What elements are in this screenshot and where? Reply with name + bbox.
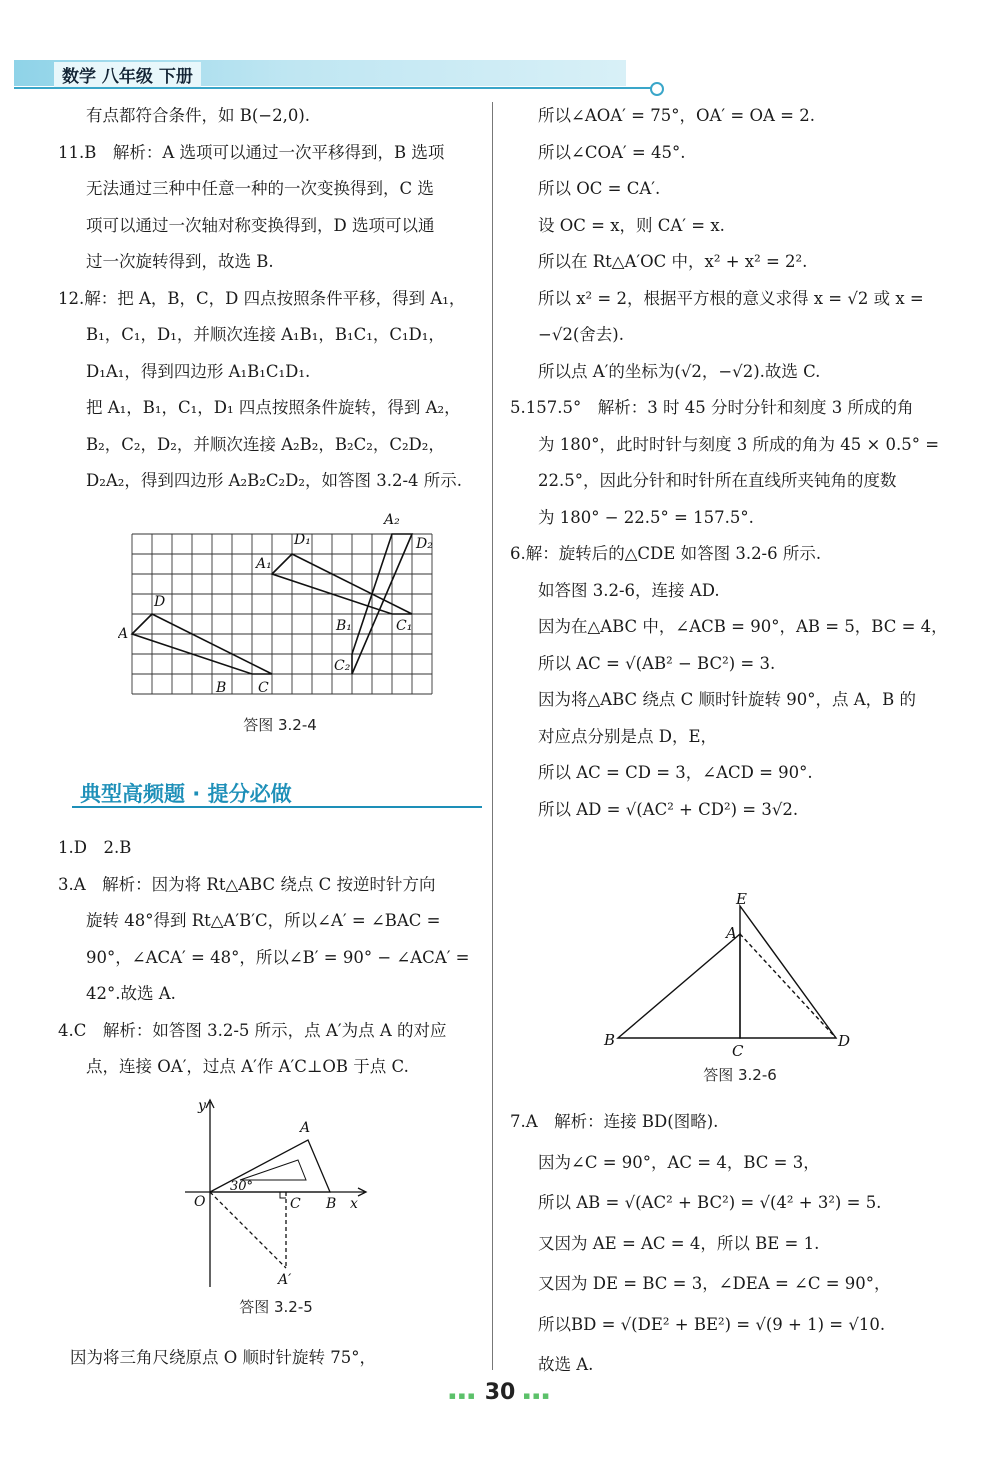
label-D1: D₁ — [294, 532, 311, 548]
label-x: x — [350, 1196, 358, 1212]
text-line: 把 A₁，B₁，C₁，D₁ 四点按照条件旋转，得到 A₂， — [86, 398, 461, 417]
text-line: 所以 AC = CD = 3，∠ACD = 90°. — [538, 763, 813, 782]
text-line: 对应点分别是点 D，E， — [538, 726, 718, 746]
label-C: C — [258, 680, 269, 696]
label-A: A — [300, 1120, 311, 1136]
left-column — [58, 98, 488, 500]
text-line: 所以 AB = √(AC² + BC²) = √(4² + 3²) = 5. — [538, 1193, 882, 1212]
label-B: B — [216, 680, 227, 696]
label-D: D — [154, 594, 166, 610]
label-A-prime: A′ — [278, 1272, 292, 1288]
text-line: 所以∠COA′ = 45°. — [538, 142, 686, 162]
text-line: 7.A 解析：连接 BD(图略). — [510, 1112, 719, 1131]
page-footer — [0, 1380, 1000, 1405]
text-line: D₁A₁，得到四边形 A₁B₁C₁D₁. — [86, 361, 311, 381]
label-y: y — [198, 1098, 206, 1114]
text-line: 4.C 解析：如答图 3.2-5 所示，点 A′为点 A 的对应 — [58, 1020, 447, 1040]
label-C1: C₁ — [396, 618, 413, 634]
label-A2: A₂ — [384, 512, 400, 528]
text-line: 所以BD = √(DE² + BE²) = √(9 + 1) = √10. — [538, 1314, 886, 1334]
text-line: B₁，C₁，D₁，并顺次连接 A₁B₁，B₁C₁，C₁D₁， — [86, 325, 445, 344]
text-line: 因为将三角尺绕原点 O 顺时针旋转 75°， — [70, 1348, 377, 1367]
text-line: 所以点 A′的坐标为(√2，−√2).故选 C. — [538, 361, 821, 381]
figure-caption: 答图 3.2-6 — [703, 1066, 777, 1084]
text-line: −√2(舍去). — [538, 325, 624, 344]
text-line: 无法通过三种中任意一种的一次变换得到，C 选 — [86, 179, 434, 198]
page-header — [14, 60, 654, 88]
left-column-part2 — [58, 830, 488, 1086]
label-C2: C₂ — [334, 658, 351, 674]
text-line: 因为将△ABC 绕点 C 顺时针旋转 90°，点 A，B 的 — [538, 690, 917, 709]
text-line: 所以 AC = √(AB² − BC²) = 3. — [538, 653, 776, 673]
label-D2: D₂ — [416, 536, 433, 552]
text-line: 3.A 解析：因为将 Rt△ABC 绕点 C 按逆时针方向 — [58, 874, 436, 894]
text-line: 为 180°，此时时针与刻度 3 所成的角为 45 × 0.5° = — [538, 434, 940, 454]
label-A: A — [726, 924, 737, 942]
text-line: 因为在△ABC 中，∠ACB = 90°，AB = 5，BC = 4， — [538, 617, 948, 636]
text-line: 所以在 Rt△A′OC 中，x² + x² = 2². — [538, 252, 808, 271]
text-line: 所以 AD = √(AC² + CD²) = 3√2. — [538, 799, 799, 819]
grid-lines — [132, 534, 432, 694]
text-line: 6.解：旋转后的△CDE 如答图 3.2-6 所示. — [510, 544, 822, 563]
text-line: 有点都符合条件，如 B(−2,0). — [86, 106, 311, 125]
figure-caption: 答图 3.2-4 — [243, 716, 317, 734]
right-column — [510, 98, 950, 828]
text-line: 如答图 3.2-6，连接 AD. — [538, 580, 720, 600]
text-line: 所以 x² = 2，根据平方根的意义求得 x = √2 或 x = — [538, 288, 924, 308]
label-angle-30: 30° — [230, 1179, 254, 1194]
footer-ornament-right: ▪▪▪ — [522, 1389, 552, 1402]
text-line: 1.D 2.B — [58, 838, 132, 857]
text-line: 旋转 48°得到 Rt△A′B′C，所以∠A′ = ∠BAC = — [86, 911, 441, 930]
text-line: 故选 A. — [538, 1355, 594, 1374]
label-B: B — [326, 1196, 337, 1212]
text-line: 11.B 解析：A 选项可以通过一次平移得到，B 选项 — [58, 142, 445, 162]
left-column-last — [70, 1340, 376, 1377]
text-line: 5.157.5° 解析：3 时 45 分时分针和刻度 3 所成的角 — [510, 398, 914, 417]
text-line: 为 180° − 22.5° = 157.5°. — [538, 507, 754, 527]
text-line: 过一次旋转得到，故选 B. — [86, 252, 274, 271]
figure-3-2-4 — [118, 510, 448, 700]
text-line: 因为∠C = 90°，AC = 4，BC = 3， — [538, 1152, 820, 1172]
footer-ornament-left: ▪▪▪ — [448, 1389, 478, 1402]
label-B: B — [604, 1031, 616, 1049]
text-line: 90°，∠ACA′ = 48°，所以∠B′ = 90° − ∠ACA′ = — [86, 947, 470, 967]
text-line: B₂，C₂，D₂，并顺次连接 A₂B₂，B₂C₂，C₂D₂， — [86, 434, 445, 454]
section-heading — [62, 776, 482, 812]
text-line: 所以 OC = CA′. — [538, 179, 661, 198]
header-title: 数学 八年级 下册 — [54, 62, 201, 87]
page-number: 30 — [484, 1380, 516, 1405]
header-rule — [14, 87, 654, 89]
column-divider — [492, 102, 493, 1370]
text-line: 所以∠AOA′ = 75°，OA′ = OA = 2. — [538, 106, 815, 125]
label-C: C — [732, 1042, 744, 1060]
section-title: 典型高频题 · 提分必做 — [80, 782, 292, 806]
right-column-part2 — [510, 1102, 950, 1386]
label-C: C — [290, 1196, 301, 1212]
text-line: D₂A₂，得到四边形 A₂B₂C₂D₂，如答图 3.2-4 所示. — [86, 471, 463, 490]
figure-3-2-6 — [598, 890, 858, 1060]
text-line: 42°.故选 A. — [86, 984, 176, 1003]
label-O: O — [194, 1194, 206, 1210]
text-line: 又因为 DE = BC = 3，∠DEA = ∠C = 90°， — [538, 1274, 891, 1293]
figure-3-2-5 — [180, 1092, 380, 1292]
text-line: 12.解：把 A，B，C，D 四点按照条件平移，得到 A₁， — [58, 288, 466, 308]
section-underline — [72, 806, 482, 808]
text-line: 又因为 AE = AC = 4，所以 BE = 1. — [538, 1233, 820, 1253]
label-A1: A₁ — [256, 556, 272, 572]
label-E: E — [736, 890, 747, 908]
label-D: D — [838, 1032, 851, 1050]
text-line: 22.5°，因此分针和时针所在直线所夹钝角的度数 — [538, 471, 897, 490]
label-B1: B₁ — [336, 618, 352, 634]
header-dot-ornament — [650, 82, 664, 96]
label-A: A — [118, 626, 129, 642]
text-line: 设 OC = x，则 CA′ = x. — [538, 215, 725, 235]
figure-caption: 答图 3.2-5 — [239, 1298, 313, 1316]
text-line: 点，连接 OA′，过点 A′作 A′C⊥OB 于点 C. — [86, 1057, 409, 1076]
text-line: 项可以通过一次轴对称变换得到，D 选项可以通 — [86, 215, 435, 235]
